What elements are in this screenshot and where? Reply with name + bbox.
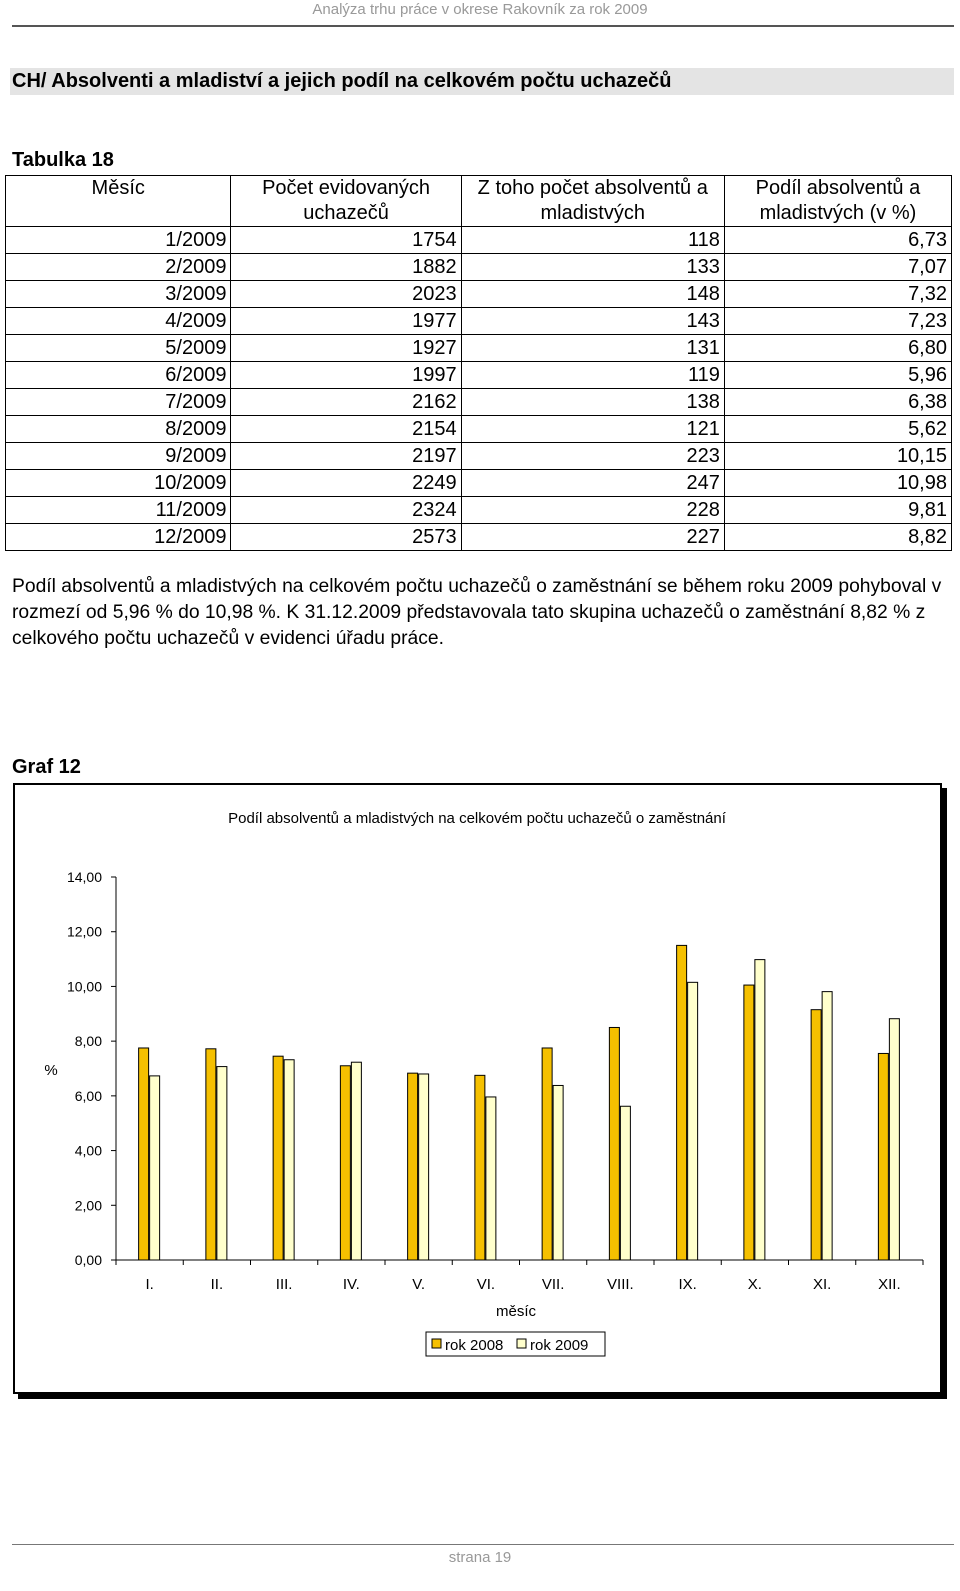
cell-share: 5,96 bbox=[724, 362, 951, 389]
x-tick-label: XI. bbox=[812, 1276, 832, 1293]
header-graduates: Z toho počet absolventů a mladistvých bbox=[461, 176, 724, 227]
bar-chart bbox=[13, 783, 942, 1394]
cell-share: 7,23 bbox=[724, 308, 951, 335]
cell-registered: 1977 bbox=[231, 308, 461, 335]
bar-rok-2009-X bbox=[755, 960, 765, 1260]
bar-rok-2008-VII bbox=[542, 1048, 552, 1260]
bar-rok-2008-VI bbox=[475, 1075, 485, 1260]
cell-registered: 2162 bbox=[231, 389, 461, 416]
footer-divider bbox=[12, 1544, 954, 1545]
cell-registered: 1927 bbox=[231, 335, 461, 362]
y-tick-label: 6,00 bbox=[74, 1087, 102, 1104]
bar-rok-2009-VI bbox=[486, 1097, 496, 1260]
bar-rok-2008-X bbox=[744, 985, 754, 1260]
y-tick-label: 4,00 bbox=[74, 1142, 102, 1159]
y-axis-label: % bbox=[44, 1062, 58, 1079]
bar-rok-2009-VIII bbox=[620, 1106, 630, 1260]
table-row bbox=[6, 308, 952, 335]
bar-rok-2008-XII bbox=[878, 1053, 888, 1260]
cell-registered: 2249 bbox=[231, 470, 461, 497]
cell-share: 7,07 bbox=[724, 254, 951, 281]
bar-rok-2009-II bbox=[217, 1067, 227, 1260]
cell-month: 6/2009 bbox=[6, 362, 231, 389]
x-tick-label: I. bbox=[145, 1276, 154, 1293]
x-tick-label: VII. bbox=[541, 1276, 565, 1293]
cell-graduates: 143 bbox=[461, 308, 724, 335]
page-header: Analýza trhu práce v okrese Rakovník za rok 2009 bbox=[312, 1, 648, 18]
legend-swatch bbox=[432, 1339, 441, 1348]
bar-rok-2008-IV bbox=[340, 1066, 350, 1260]
header-share: Podíl absolventů a mladistvých (v %) bbox=[724, 176, 951, 227]
bar-rok-2009-V bbox=[419, 1074, 429, 1260]
cell-registered: 1882 bbox=[231, 254, 461, 281]
table-row bbox=[6, 362, 952, 389]
cell-share: 5,62 bbox=[724, 416, 951, 443]
cell-registered: 2154 bbox=[231, 416, 461, 443]
table-caption: Tabulka 18 bbox=[12, 149, 114, 171]
section-title: CH/ Absolventi a mladiství a jejich podíl na celkovém počtu uchazečů bbox=[10, 68, 954, 95]
y-tick-label: 0,00 bbox=[74, 1252, 102, 1268]
y-tick-label: 8,00 bbox=[74, 1033, 102, 1050]
bar-rok-2009-XI bbox=[822, 992, 832, 1260]
bar-rok-2008-IX bbox=[677, 945, 687, 1260]
cell-graduates: 148 bbox=[461, 281, 724, 308]
table-row bbox=[6, 227, 952, 254]
table-row bbox=[6, 470, 952, 497]
bar-rok-2008-I bbox=[139, 1048, 149, 1260]
table-row bbox=[6, 254, 952, 281]
cell-graduates: 247 bbox=[461, 470, 724, 497]
cell-share: 8,82 bbox=[724, 524, 951, 551]
table-row bbox=[6, 443, 952, 470]
cell-share: 6,80 bbox=[724, 335, 951, 362]
x-tick-label: IX. bbox=[678, 1276, 697, 1293]
summary-paragraph: Podíl absolventů a mladistvých na celkovém počtu uchazečů o zaměstnání se během roku 2009 pohyboval v rozmezí od 5,96 % do 10,98 %. K 31.12.2009 představovala tato skupina uchazečů o zaměstnání 8,82 % z celkového počtu uchazečů v evidenci úřadu práce. bbox=[12, 576, 942, 649]
cell-month: 8/2009 bbox=[6, 416, 231, 443]
page-number: strana 19 bbox=[448, 1549, 512, 1566]
cell-share: 6,38 bbox=[724, 389, 951, 416]
bar-rok-2009-IX bbox=[688, 982, 698, 1260]
bar-rok-2009-I bbox=[150, 1076, 160, 1260]
x-tick-label: X. bbox=[747, 1276, 762, 1293]
cell-month: 5/2009 bbox=[6, 335, 231, 362]
cell-month: 9/2009 bbox=[6, 443, 231, 470]
header-month: Měsíc bbox=[6, 176, 231, 227]
legend-label: rok 2009 bbox=[530, 1337, 589, 1354]
cell-month: 7/2009 bbox=[6, 389, 231, 416]
chart-title: Podíl absolventů a mladistvých na celkovém počtu uchazečů o zaměstnání bbox=[228, 810, 726, 827]
chart-legend bbox=[426, 1332, 605, 1356]
chart-bars bbox=[139, 945, 900, 1260]
table-row bbox=[6, 497, 952, 524]
header-registered: Počet evidovaných uchazečů bbox=[231, 176, 461, 227]
cell-month: 4/2009 bbox=[6, 308, 231, 335]
x-tick-label: XII. bbox=[878, 1276, 901, 1293]
table-row bbox=[6, 281, 952, 308]
x-tick-label: II. bbox=[210, 1276, 224, 1293]
legend-label: rok 2008 bbox=[445, 1337, 504, 1354]
cell-month: 2/2009 bbox=[6, 254, 231, 281]
x-axis-label: měsíc bbox=[495, 1303, 537, 1320]
bar-rok-2008-V bbox=[408, 1073, 418, 1260]
x-tick-label: V. bbox=[412, 1276, 426, 1293]
cell-month: 3/2009 bbox=[6, 281, 231, 308]
y-tick-label: 10,00 bbox=[66, 978, 102, 995]
x-tick-label: IV. bbox=[342, 1276, 360, 1293]
cell-graduates: 131 bbox=[461, 335, 724, 362]
y-tick-label: 14,00 bbox=[66, 869, 102, 885]
x-tick-label: VI. bbox=[476, 1276, 496, 1293]
bar-rok-2009-IV bbox=[351, 1062, 361, 1260]
bar-rok-2008-VIII bbox=[609, 1027, 619, 1260]
cell-registered: 1754 bbox=[231, 227, 461, 254]
data-table bbox=[5, 175, 952, 551]
bar-rok-2009-XII bbox=[889, 1019, 899, 1260]
cell-graduates: 119 bbox=[461, 362, 724, 389]
table-header-row bbox=[6, 176, 952, 227]
cell-graduates: 138 bbox=[461, 389, 724, 416]
x-tick-label: VIII. bbox=[607, 1276, 634, 1293]
cell-month: 10/2009 bbox=[6, 470, 231, 497]
cell-share: 6,73 bbox=[724, 227, 951, 254]
y-tick-label: 2,00 bbox=[74, 1197, 102, 1214]
graph-caption: Graf 12 bbox=[12, 756, 81, 778]
cell-share: 10,98 bbox=[724, 470, 951, 497]
bar-rok-2008-II bbox=[206, 1049, 216, 1260]
cell-month: 1/2009 bbox=[6, 227, 231, 254]
bar-rok-2008-III bbox=[273, 1056, 283, 1260]
bar-rok-2008-XI bbox=[811, 1010, 821, 1260]
cell-graduates: 228 bbox=[461, 497, 724, 524]
table-row bbox=[6, 524, 952, 551]
bar-rok-2009-III bbox=[284, 1060, 294, 1260]
cell-share: 7,32 bbox=[724, 281, 951, 308]
cell-month: 12/2009 bbox=[6, 524, 231, 551]
cell-registered: 2197 bbox=[231, 443, 461, 470]
cell-registered: 2023 bbox=[231, 281, 461, 308]
y-tick-label: 12,00 bbox=[66, 923, 102, 940]
table-row bbox=[6, 335, 952, 362]
cell-graduates: 118 bbox=[461, 227, 724, 254]
x-tick-label: III. bbox=[275, 1276, 293, 1293]
legend-swatch bbox=[517, 1339, 526, 1348]
table-row bbox=[6, 416, 952, 443]
cell-graduates: 133 bbox=[461, 254, 724, 281]
cell-month: 11/2009 bbox=[6, 497, 231, 524]
cell-share: 10,15 bbox=[724, 443, 951, 470]
table-row bbox=[6, 389, 952, 416]
cell-registered: 2324 bbox=[231, 497, 461, 524]
cell-registered: 1997 bbox=[231, 362, 461, 389]
cell-graduates: 227 bbox=[461, 524, 724, 551]
header-divider bbox=[12, 25, 954, 27]
cell-registered: 2573 bbox=[231, 524, 461, 551]
cell-graduates: 223 bbox=[461, 443, 724, 470]
bar-rok-2009-VII bbox=[553, 1085, 563, 1260]
cell-graduates: 121 bbox=[461, 416, 724, 443]
cell-share: 9,81 bbox=[724, 497, 951, 524]
